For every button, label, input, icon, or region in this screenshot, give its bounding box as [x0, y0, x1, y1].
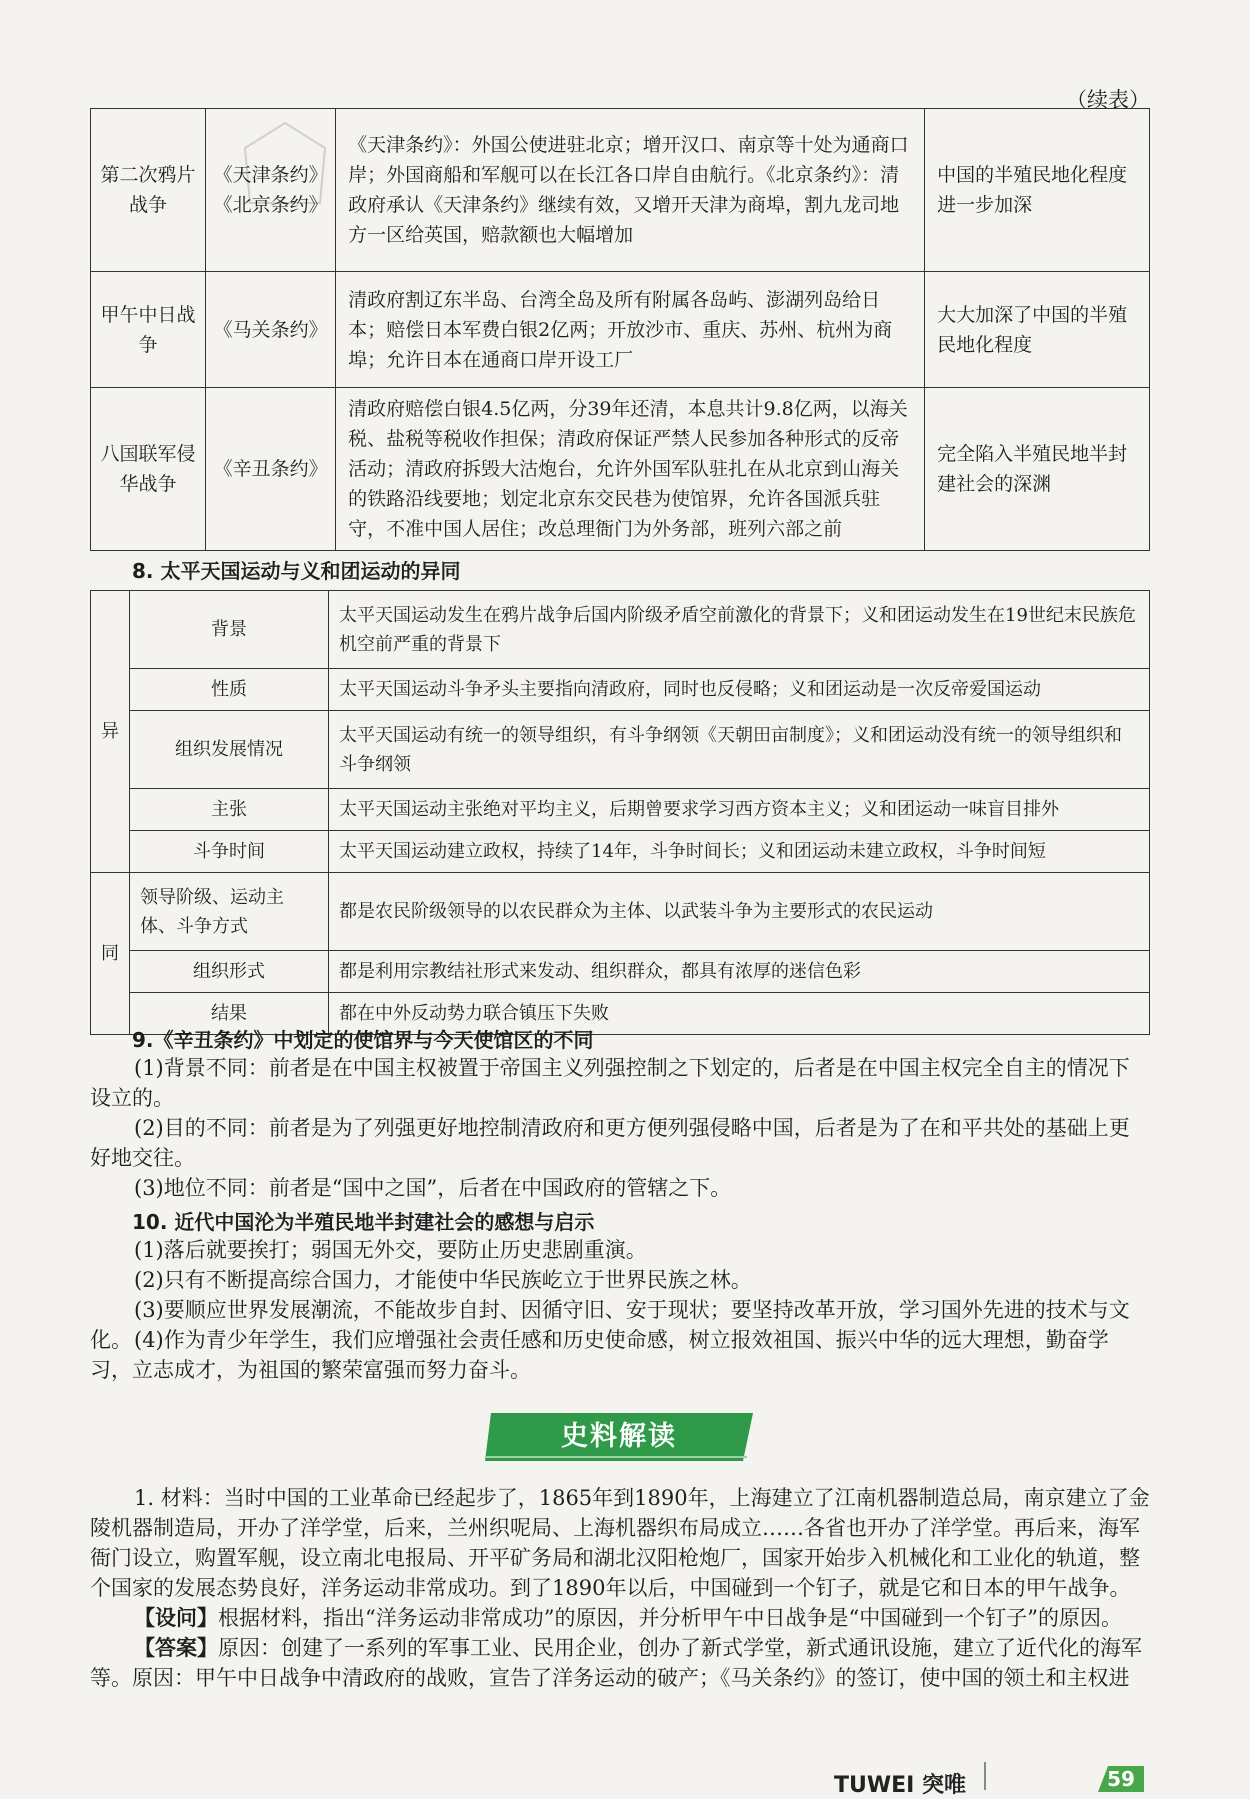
aspect-cell: 主张: [130, 789, 329, 831]
page-number-badge: [1098, 1766, 1144, 1792]
section-banner: [485, 1413, 753, 1461]
paragraph: (2)只有不断提高综合国力，才能使中华民族屹立于世界民族之林。: [134, 1268, 752, 1292]
brand-logo: TUWEI 突唯: [834, 1773, 967, 1798]
aspect-cell: 领导阶级、运动主体、斗争方式: [130, 873, 329, 951]
comparison-cell: 太平天国运动有统一的领导组织，有斗争纲领《天朝田亩制度》；义和团运动没有统一的领导组织和斗争纲领: [329, 711, 1150, 789]
material-paragraph: [90, 1483, 1150, 1603]
table-row: [91, 831, 1150, 873]
aspect-cell: 性质: [130, 669, 329, 711]
table-row: [91, 272, 1150, 388]
impact-cell: 大大加深了中国的半殖民地化程度: [925, 272, 1150, 388]
impact-cell: 完全陷入半殖民地半封建社会的深渊: [925, 388, 1150, 551]
content-cell: 清政府赔偿白银4.5亿两，分39年还清，本息共计9.8亿两，以海关税、盐税等税收作担保；清政府保证严禁人民参加各种形式的反帝活动；清政府拆毁大沽炮台，允许外国军队驻扎在从北京到山海关的铁路沿线要地；划定北京东交民巷为使馆界，允许各国派兵驻守，不准中国人居住；改总理衙门为外务部，班列六部之前: [336, 388, 925, 551]
event-cell: 甲午中日战争: [91, 272, 206, 388]
treaty-table: [90, 108, 1150, 551]
question-label: 【设问】: [134, 1605, 218, 1630]
comparison-table: [90, 590, 1150, 1035]
table-row: [91, 388, 1150, 551]
comparison-cell: 都是农民阶级领导的以农民群众为主体、以武装斗争为主要形式的农民运动: [329, 873, 1150, 951]
aspect-cell: 背景: [130, 591, 329, 669]
table-row: [91, 873, 1150, 951]
footer-divider: [984, 1762, 986, 1790]
section-8-title: 8. 太平天国运动与义和团运动的异同: [132, 559, 461, 583]
table-row: [91, 591, 1150, 669]
content-cell: 《天津条约》：外国公使进驻北京；增开汉口、南京等十处为通商口岸；外国商船和军舰可以在长江各口岸自由航行。《北京条约》：清政府承认《天津条约》继续有效，又增开天津为商埠，割九龙司地方一区给英国，赔款额也大幅增加: [336, 109, 925, 272]
aspect-cell: 组织形式: [130, 951, 329, 993]
aspect-cell: 组织发展情况: [130, 711, 329, 789]
table-row: [91, 789, 1150, 831]
table-row: [91, 951, 1150, 993]
paragraph: (1)落后就要挨打；弱国无外交，要防止历史悲剧重演。: [134, 1238, 647, 1262]
paragraph: (2)目的不同：前者是为了列强更好地控制清政府和更方便列强侵略中国，后者是为了在和平共处的基础上更好地交往。: [90, 1116, 1130, 1170]
banner-title: 史料解读: [561, 1421, 677, 1452]
page-number: 59: [1107, 1767, 1135, 1791]
same-group-label: 同: [91, 873, 130, 1035]
comparison-cell: 太平天国运动主张绝对平均主义，后期曾要求学习西方资本主义；义和团运动一味盲目排外: [329, 789, 1150, 831]
answer-text: 原因：创建了一系列的军事工业、民用企业，创办了新式学堂，新式通讯设施，建立了近代化的海军等。原因：甲午中日战争中清政府的战败，宣告了洋务运动的破产；《马关条约》的签订，使中国的领土和主权进: [90, 1636, 1142, 1690]
content-cell: 清政府割辽东半岛、台湾全岛及所有附属各岛屿、澎湖列岛给日本；赔偿日本军费白银2亿两；开放沙市、重庆、苏州、杭州为商埠；允许日本在通商口岸开设工厂: [336, 272, 925, 388]
comparison-cell: 都在中外反动势力联合镇压下失败: [329, 993, 1150, 1035]
material-prefix: 1. 材料：: [134, 1486, 224, 1510]
paragraph: (1)背景不同：前者是在中国主权被置于帝国主义列强控制之下划定的，后者是在中国主权完全自主的情况下设立的。: [90, 1056, 1130, 1110]
answer-label: 【答案】: [134, 1635, 218, 1660]
table-row: [91, 109, 1150, 272]
paragraph: (3)要顺应世界发展潮流，不能故步自封、因循守旧、安于现状；要坚持改革开放，学习国外先进的技术与文化。: [90, 1298, 1130, 1352]
table-row: [91, 669, 1150, 711]
treaty-cell: 《辛丑条约》: [206, 388, 336, 551]
paragraph: (4)作为青少年学生，我们应增强社会责任感和历史使命感，树立报效祖国、振兴中华的远大理想，勤奋学习，立志成才，为祖国的繁荣富强而努力奋斗。: [90, 1328, 1109, 1382]
question-text: 根据材料，指出“洋务运动非常成功”的原因，并分析甲午中日战争是“中国碰到一个钉子”的原因。: [218, 1606, 1122, 1630]
treaty-cell: 《马关条约》: [206, 272, 336, 388]
comparison-cell: 太平天国运动发生在鸦片战争后国内阶级矛盾空前激化的背景下；义和团运动发生在19世纪末民族危机空前严重的背景下: [329, 591, 1150, 669]
event-cell: 八国联军侵华战争: [91, 388, 206, 551]
paragraph: (3)地位不同：前者是“国中之国”，后者在中国政府的管辖之下。: [134, 1176, 732, 1200]
continued-label: （续表）: [1066, 88, 1150, 112]
aspect-cell: 斗争时间: [130, 831, 329, 873]
event-cell: 第二次鸦片战争: [91, 109, 206, 272]
comparison-cell: 太平天国运动斗争矛头主要指向清政府，同时也反侵略；义和团运动是一次反帝爱国运动: [329, 669, 1150, 711]
table-row: [91, 711, 1150, 789]
impact-cell: 中国的半殖民地化程度进一步加深: [925, 109, 1150, 272]
answer-paragraph: [90, 1633, 1150, 1693]
section-9-title: 9.《辛丑条约》中划定的使馆界与今天使馆区的不同: [132, 1028, 594, 1052]
section-10-title: 10. 近代中国沦为半殖民地半封建社会的感想与启示: [132, 1210, 595, 1234]
comparison-cell: 太平天国运动建立政权，持续了14年，斗争时间长；义和团运动未建立政权，斗争时间短: [329, 831, 1150, 873]
question-paragraph: [90, 1603, 1150, 1633]
diff-group-label: 异: [91, 591, 130, 873]
material-text: 当时中国的工业革命已经起步了，1865年到1890年，上海建立了江南机器制造总局，南京建立了金陵机器制造局，开办了洋学堂，后来，兰州织呢局、上海机器织布局成立……各省也开办了洋学堂。再后来，海军衙门设立，购置军舰，设立南北电报局、开平矿务局和湖北汉阳枪炮厂，国家开始步入机械化和工业化的轨道，整个国家的发展态势良好，洋务运动非常成功。到了1890年以后，中国碰到一个钉子，就是它和日本的甲午战争。: [90, 1486, 1150, 1600]
treaty-cell: 《天津条约》《北京条约》: [206, 109, 336, 272]
aspect-cell: 结果: [130, 993, 329, 1035]
comparison-cell: 都是利用宗教结社形式来发动、组织群众，都具有浓厚的迷信色彩: [329, 951, 1150, 993]
